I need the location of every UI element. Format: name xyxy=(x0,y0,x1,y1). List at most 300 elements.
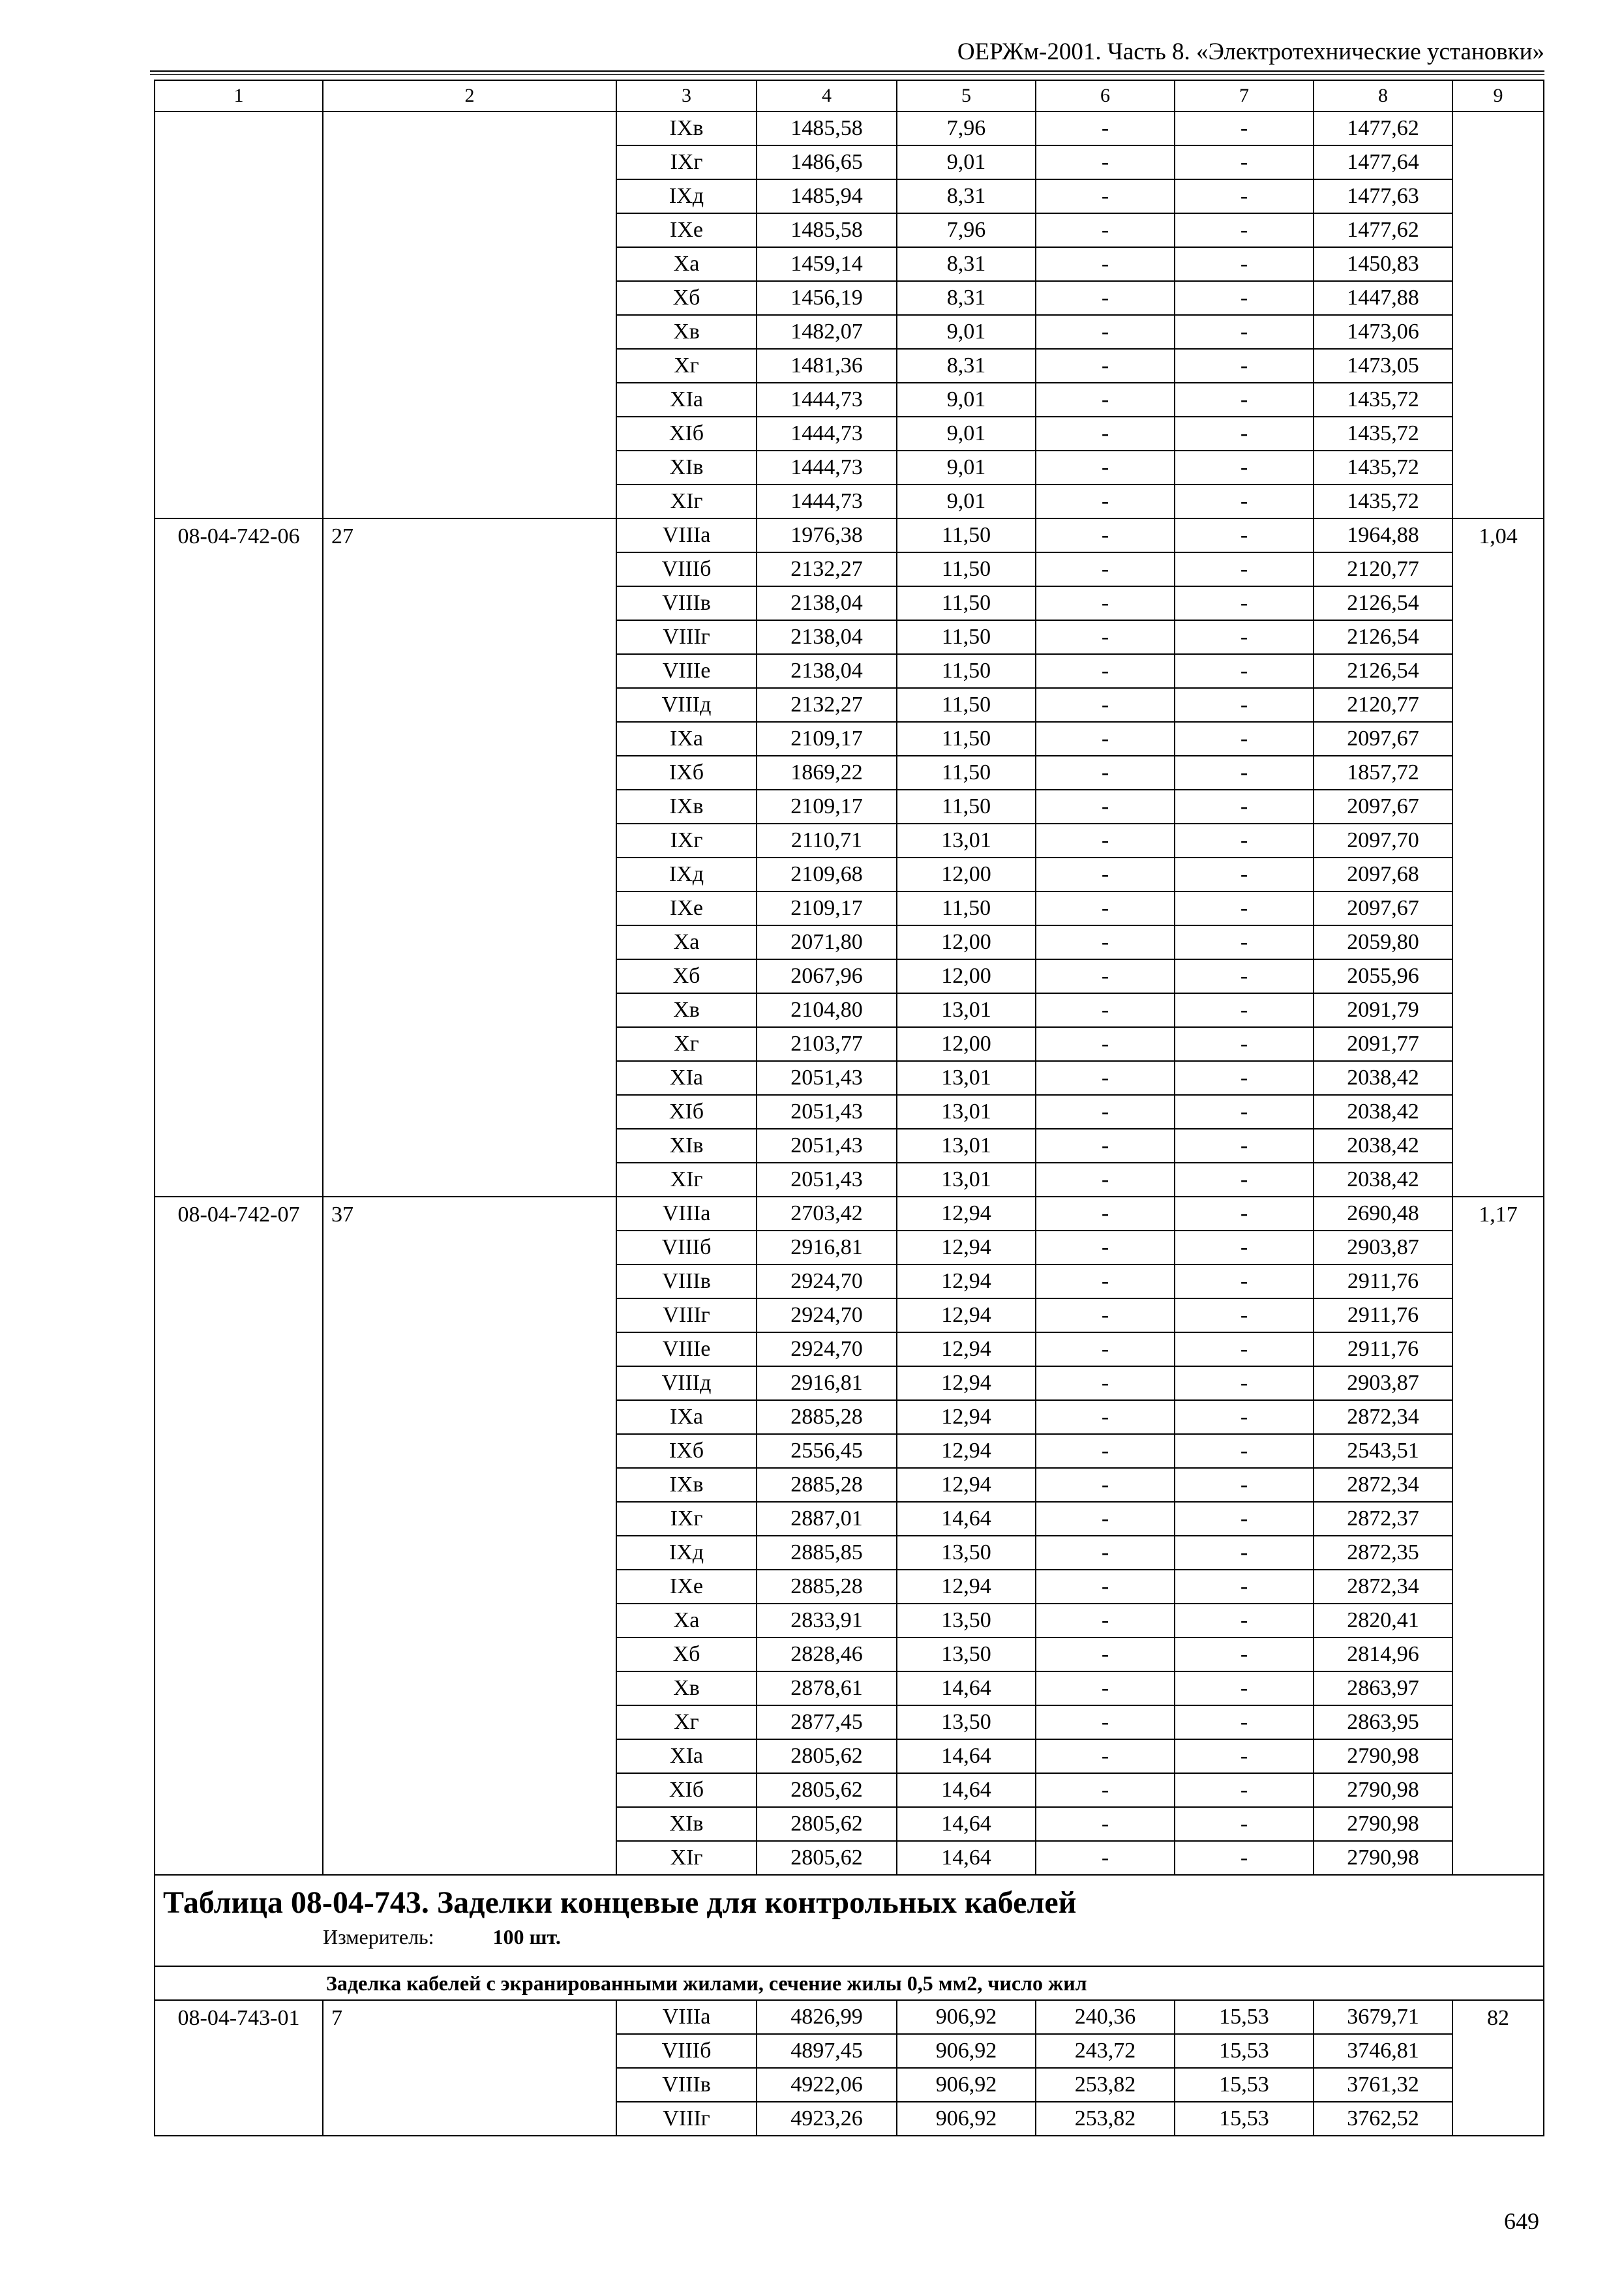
rate-code xyxy=(155,112,323,518)
labor-cost: 12,00 xyxy=(897,959,1036,993)
region: VIIIе xyxy=(616,654,757,688)
total-cost: 2924,70 xyxy=(757,1298,897,1332)
machinist-wage: - xyxy=(1175,383,1314,417)
machinist-wage: - xyxy=(1175,1739,1314,1773)
labor-index: 82 xyxy=(1452,2000,1544,2136)
total-cost: 1444,73 xyxy=(757,451,897,485)
labor-cost: 13,01 xyxy=(897,1061,1036,1095)
region: IXб xyxy=(616,756,757,790)
machinist-wage: - xyxy=(1175,112,1314,145)
table-row xyxy=(155,518,1544,552)
total-cost: 2916,81 xyxy=(757,1366,897,1400)
region: Xг xyxy=(616,1027,757,1061)
labor-cost: 7,96 xyxy=(897,112,1036,145)
material-cost: 1477,63 xyxy=(1314,179,1452,213)
material-cost: 2872,37 xyxy=(1314,1502,1452,1536)
material-cost: 2872,34 xyxy=(1314,1400,1452,1434)
region: VIIIб xyxy=(616,2034,757,2068)
region: IXд xyxy=(616,858,757,891)
total-cost: 2805,62 xyxy=(757,1807,897,1841)
table-title: Таблица 08-04-743. Заделки концевые для контрольных кабелей xyxy=(163,1885,1077,1920)
measure-value: 100 шт. xyxy=(492,1925,561,1949)
labor-cost: 8,31 xyxy=(897,247,1036,281)
measure-line xyxy=(323,1926,1543,1947)
total-cost: 2067,96 xyxy=(757,959,897,993)
machinist-wage: - xyxy=(1175,518,1314,552)
region: VIIIв xyxy=(616,586,757,620)
region: VIIIе xyxy=(616,1332,757,1366)
total-cost: 2051,43 xyxy=(757,1095,897,1129)
column-number: 6 xyxy=(1036,80,1175,112)
labor-cost: 8,31 xyxy=(897,281,1036,315)
material-cost: 1447,88 xyxy=(1314,281,1452,315)
machine-cost: - xyxy=(1036,756,1175,790)
labor-cost: 13,01 xyxy=(897,1095,1036,1129)
column-number: 2 xyxy=(323,80,616,112)
region: XIа xyxy=(616,1739,757,1773)
total-cost: 2833,91 xyxy=(757,1604,897,1638)
total-cost: 1485,58 xyxy=(757,112,897,145)
machine-cost: - xyxy=(1036,179,1175,213)
machine-cost: 253,82 xyxy=(1036,2102,1175,2136)
machinist-wage: - xyxy=(1175,1366,1314,1400)
subheader: Заделка кабелей с экранированными жилами, сечение жилы 0,5 мм2, число жил xyxy=(155,1966,1544,2000)
header-rule-thin xyxy=(150,74,1544,75)
region: XIв xyxy=(616,451,757,485)
machine-cost: - xyxy=(1036,451,1175,485)
labor-cost: 11,50 xyxy=(897,620,1036,654)
material-cost: 2126,54 xyxy=(1314,654,1452,688)
machinist-wage: - xyxy=(1175,552,1314,586)
labor-cost: 12,00 xyxy=(897,925,1036,959)
labor-cost: 13,01 xyxy=(897,1163,1036,1197)
machinist-wage: - xyxy=(1175,485,1314,518)
column-number: 5 xyxy=(897,80,1036,112)
machine-cost: - xyxy=(1036,1807,1175,1841)
region: Xа xyxy=(616,925,757,959)
machinist-wage: - xyxy=(1175,790,1314,824)
material-cost: 2126,54 xyxy=(1314,586,1452,620)
material-cost: 2097,67 xyxy=(1314,790,1452,824)
machinist-wage: - xyxy=(1175,1027,1314,1061)
region: VIIIд xyxy=(616,1366,757,1400)
machine-cost: - xyxy=(1036,1231,1175,1264)
region: Xа xyxy=(616,247,757,281)
labor-cost: 9,01 xyxy=(897,417,1036,451)
region: IXб xyxy=(616,1434,757,1468)
machine-cost: - xyxy=(1036,1570,1175,1604)
machinist-wage: - xyxy=(1175,1197,1314,1231)
subheader-row xyxy=(155,1966,1544,2000)
material-cost: 2120,77 xyxy=(1314,552,1452,586)
labor-cost: 11,50 xyxy=(897,586,1036,620)
column-numbers-row xyxy=(155,80,1544,112)
labor-cost: 12,94 xyxy=(897,1366,1036,1400)
machine-cost: - xyxy=(1036,1332,1175,1366)
total-cost: 1459,14 xyxy=(757,247,897,281)
total-cost: 1456,19 xyxy=(757,281,897,315)
material-cost: 2911,76 xyxy=(1314,1298,1452,1332)
machine-cost: - xyxy=(1036,1095,1175,1129)
material-cost: 2790,98 xyxy=(1314,1841,1452,1875)
machinist-wage: - xyxy=(1175,1638,1314,1671)
material-cost: 2863,95 xyxy=(1314,1705,1452,1739)
machinist-wage: - xyxy=(1175,1332,1314,1366)
region: IXв xyxy=(616,1468,757,1502)
total-cost: 2103,77 xyxy=(757,1027,897,1061)
total-cost: 2878,61 xyxy=(757,1671,897,1705)
header-rule xyxy=(150,70,1544,72)
machine-cost: - xyxy=(1036,1536,1175,1570)
region: XIб xyxy=(616,1095,757,1129)
total-cost: 2051,43 xyxy=(757,1061,897,1095)
machinist-wage: - xyxy=(1175,247,1314,281)
region: IXе xyxy=(616,891,757,925)
material-cost: 2091,79 xyxy=(1314,993,1452,1027)
material-cost: 2790,98 xyxy=(1314,1773,1452,1807)
machinist-wage: 15,53 xyxy=(1175,2102,1314,2136)
machinist-wage: - xyxy=(1175,586,1314,620)
machinist-wage: - xyxy=(1175,1298,1314,1332)
machine-cost: - xyxy=(1036,959,1175,993)
labor-index: 1,17 xyxy=(1452,1197,1544,1875)
material-cost: 2903,87 xyxy=(1314,1231,1452,1264)
material-cost: 1435,72 xyxy=(1314,451,1452,485)
machinist-wage: - xyxy=(1175,1705,1314,1739)
machinist-wage: 15,53 xyxy=(1175,2034,1314,2068)
machinist-wage: - xyxy=(1175,1841,1314,1875)
labor-cost: 12,94 xyxy=(897,1434,1036,1468)
measure-label: Измеритель: xyxy=(323,1925,434,1949)
total-cost: 2109,17 xyxy=(757,790,897,824)
machine-cost: - xyxy=(1036,993,1175,1027)
labor-cost: 12,94 xyxy=(897,1264,1036,1298)
labor-cost: 13,01 xyxy=(897,993,1036,1027)
total-cost: 1869,22 xyxy=(757,756,897,790)
material-cost: 3761,32 xyxy=(1314,2068,1452,2102)
machine-cost: - xyxy=(1036,518,1175,552)
total-cost: 2924,70 xyxy=(757,1332,897,1366)
material-cost: 1477,62 xyxy=(1314,213,1452,247)
total-cost: 1485,94 xyxy=(757,179,897,213)
region: IXг xyxy=(616,824,757,858)
machine-cost: - xyxy=(1036,1434,1175,1468)
material-cost: 2038,42 xyxy=(1314,1129,1452,1163)
machine-cost: - xyxy=(1036,552,1175,586)
machinist-wage: - xyxy=(1175,824,1314,858)
region: XIа xyxy=(616,383,757,417)
region: IXд xyxy=(616,1536,757,1570)
labor-cost: 13,50 xyxy=(897,1705,1036,1739)
machinist-wage: - xyxy=(1175,620,1314,654)
column-number: 1 xyxy=(155,80,323,112)
material-cost: 2097,67 xyxy=(1314,722,1452,756)
material-cost: 1435,72 xyxy=(1314,417,1452,451)
total-cost: 2805,62 xyxy=(757,1773,897,1807)
table-body xyxy=(155,80,1544,2136)
region: Xб xyxy=(616,959,757,993)
region: Xв xyxy=(616,1671,757,1705)
labor-cost: 14,64 xyxy=(897,1807,1036,1841)
total-cost: 2703,42 xyxy=(757,1197,897,1231)
region: IXг xyxy=(616,145,757,179)
labor-cost: 11,50 xyxy=(897,654,1036,688)
labor-cost: 14,64 xyxy=(897,1671,1036,1705)
total-cost: 2877,45 xyxy=(757,1705,897,1739)
total-cost: 2132,27 xyxy=(757,688,897,722)
machinist-wage: - xyxy=(1175,1434,1314,1468)
material-cost: 2038,42 xyxy=(1314,1163,1452,1197)
total-cost: 1482,07 xyxy=(757,315,897,349)
labor-cost: 13,50 xyxy=(897,1604,1036,1638)
column-number: 8 xyxy=(1314,80,1452,112)
total-cost: 1444,73 xyxy=(757,417,897,451)
material-cost: 2911,76 xyxy=(1314,1264,1452,1298)
machine-cost: - xyxy=(1036,1061,1175,1095)
total-cost: 2104,80 xyxy=(757,993,897,1027)
material-cost: 1435,72 xyxy=(1314,485,1452,518)
machinist-wage: - xyxy=(1175,349,1314,383)
region: XIб xyxy=(616,1773,757,1807)
parameter: 37 xyxy=(323,1197,616,1875)
material-cost: 2690,48 xyxy=(1314,1197,1452,1231)
region: IXд xyxy=(616,179,757,213)
total-cost: 1486,65 xyxy=(757,145,897,179)
total-cost: 2885,28 xyxy=(757,1570,897,1604)
machine-cost: - xyxy=(1036,790,1175,824)
machinist-wage: - xyxy=(1175,1163,1314,1197)
machine-cost: - xyxy=(1036,1027,1175,1061)
labor-cost: 12,94 xyxy=(897,1468,1036,1502)
region: Xг xyxy=(616,349,757,383)
machinist-wage: - xyxy=(1175,1502,1314,1536)
machine-cost: - xyxy=(1036,824,1175,858)
machinist-wage: - xyxy=(1175,756,1314,790)
region: IXв xyxy=(616,790,757,824)
material-cost: 2872,34 xyxy=(1314,1468,1452,1502)
total-cost: 2885,28 xyxy=(757,1400,897,1434)
machine-cost: - xyxy=(1036,925,1175,959)
region: IXа xyxy=(616,722,757,756)
material-cost: 2872,34 xyxy=(1314,1570,1452,1604)
labor-cost: 906,92 xyxy=(897,2068,1036,2102)
machinist-wage: - xyxy=(1175,179,1314,213)
rates-table xyxy=(154,80,1544,2136)
machine-cost: - xyxy=(1036,688,1175,722)
machine-cost: - xyxy=(1036,485,1175,518)
machine-cost: - xyxy=(1036,1163,1175,1197)
region: VIIIд xyxy=(616,688,757,722)
region: VIIIб xyxy=(616,1231,757,1264)
total-cost: 2109,68 xyxy=(757,858,897,891)
machine-cost: - xyxy=(1036,417,1175,451)
total-cost: 2138,04 xyxy=(757,620,897,654)
labor-cost: 11,50 xyxy=(897,756,1036,790)
machinist-wage: - xyxy=(1175,1231,1314,1264)
labor-cost: 9,01 xyxy=(897,485,1036,518)
region: XIв xyxy=(616,1807,757,1841)
region: IXе xyxy=(616,213,757,247)
total-cost: 1444,73 xyxy=(757,383,897,417)
total-cost: 2887,01 xyxy=(757,1502,897,1536)
total-cost: 2051,43 xyxy=(757,1129,897,1163)
total-cost: 2051,43 xyxy=(757,1163,897,1197)
total-cost: 1444,73 xyxy=(757,485,897,518)
total-cost: 2805,62 xyxy=(757,1841,897,1875)
machinist-wage: - xyxy=(1175,1095,1314,1129)
labor-cost: 12,94 xyxy=(897,1570,1036,1604)
machinist-wage: - xyxy=(1175,213,1314,247)
machinist-wage: - xyxy=(1175,688,1314,722)
table-row xyxy=(155,1197,1544,1231)
machine-cost: - xyxy=(1036,383,1175,417)
material-cost: 2790,98 xyxy=(1314,1807,1452,1841)
machinist-wage: - xyxy=(1175,959,1314,993)
region: Xб xyxy=(616,1638,757,1671)
region: VIIIб xyxy=(616,552,757,586)
material-cost: 1964,88 xyxy=(1314,518,1452,552)
labor-cost: 11,50 xyxy=(897,688,1036,722)
labor-cost: 13,50 xyxy=(897,1536,1036,1570)
machine-cost: - xyxy=(1036,247,1175,281)
region: VIIIг xyxy=(616,2102,757,2136)
machine-cost: - xyxy=(1036,145,1175,179)
rate-code: 08-04-742-07 xyxy=(155,1197,323,1875)
machine-cost: - xyxy=(1036,586,1175,620)
machine-cost: 240,36 xyxy=(1036,2000,1175,2034)
labor-cost: 14,64 xyxy=(897,1502,1036,1536)
labor-cost: 8,31 xyxy=(897,179,1036,213)
material-cost: 2863,97 xyxy=(1314,1671,1452,1705)
table-title-row xyxy=(155,1875,1544,1966)
region: IXа xyxy=(616,1400,757,1434)
machine-cost: - xyxy=(1036,349,1175,383)
material-cost: 2126,54 xyxy=(1314,620,1452,654)
table-row xyxy=(155,2000,1544,2034)
machine-cost: - xyxy=(1036,654,1175,688)
material-cost: 1857,72 xyxy=(1314,756,1452,790)
region: Xг xyxy=(616,1705,757,1739)
machine-cost: - xyxy=(1036,1298,1175,1332)
total-cost: 2828,46 xyxy=(757,1638,897,1671)
region: IXе xyxy=(616,1570,757,1604)
region: VIIIа xyxy=(616,2000,757,2034)
machinist-wage: - xyxy=(1175,1129,1314,1163)
material-cost: 2055,96 xyxy=(1314,959,1452,993)
material-cost: 3746,81 xyxy=(1314,2034,1452,2068)
material-cost: 2059,80 xyxy=(1314,925,1452,959)
machinist-wage: 15,53 xyxy=(1175,2000,1314,2034)
material-cost: 2903,87 xyxy=(1314,1366,1452,1400)
region: VIIIг xyxy=(616,1298,757,1332)
machinist-wage: - xyxy=(1175,417,1314,451)
machinist-wage: - xyxy=(1175,1671,1314,1705)
machine-cost: - xyxy=(1036,1468,1175,1502)
machine-cost: - xyxy=(1036,1264,1175,1298)
material-cost: 2091,77 xyxy=(1314,1027,1452,1061)
material-cost: 2097,68 xyxy=(1314,858,1452,891)
table-row xyxy=(155,112,1544,145)
machinist-wage: - xyxy=(1175,654,1314,688)
machinist-wage: - xyxy=(1175,145,1314,179)
material-cost: 2911,76 xyxy=(1314,1332,1452,1366)
material-cost: 2543,51 xyxy=(1314,1434,1452,1468)
labor-cost: 12,94 xyxy=(897,1332,1036,1366)
region: XIг xyxy=(616,485,757,518)
running-header: ОЕРЖм-2001. Часть 8. «Электротехнические установки» xyxy=(957,38,1544,65)
total-cost: 4897,45 xyxy=(757,2034,897,2068)
machinist-wage: - xyxy=(1175,315,1314,349)
labor-cost: 12,94 xyxy=(897,1231,1036,1264)
region: XIа xyxy=(616,1061,757,1095)
total-cost: 1485,58 xyxy=(757,213,897,247)
labor-cost: 12,94 xyxy=(897,1400,1036,1434)
labor-cost: 13,01 xyxy=(897,1129,1036,1163)
machinist-wage: - xyxy=(1175,1468,1314,1502)
total-cost: 2556,45 xyxy=(757,1434,897,1468)
region: XIв xyxy=(616,1129,757,1163)
labor-cost: 11,50 xyxy=(897,722,1036,756)
region: Xа xyxy=(616,1604,757,1638)
machine-cost: - xyxy=(1036,1773,1175,1807)
table-title-cell xyxy=(155,1875,1544,1966)
machine-cost: 253,82 xyxy=(1036,2068,1175,2102)
machinist-wage: - xyxy=(1175,1400,1314,1434)
rate-code: 08-04-742-06 xyxy=(155,518,323,1197)
machine-cost: - xyxy=(1036,1400,1175,1434)
material-cost: 1477,64 xyxy=(1314,145,1452,179)
parameter: 27 xyxy=(323,518,616,1197)
material-cost: 2120,77 xyxy=(1314,688,1452,722)
machinist-wage: - xyxy=(1175,451,1314,485)
total-cost: 2885,28 xyxy=(757,1468,897,1502)
labor-cost: 12,00 xyxy=(897,1027,1036,1061)
material-cost: 2820,41 xyxy=(1314,1604,1452,1638)
labor-cost: 11,50 xyxy=(897,552,1036,586)
region: Xв xyxy=(616,315,757,349)
material-cost: 1477,62 xyxy=(1314,112,1452,145)
material-cost: 1473,05 xyxy=(1314,349,1452,383)
labor-cost: 14,64 xyxy=(897,1841,1036,1875)
labor-cost: 12,00 xyxy=(897,858,1036,891)
machinist-wage: - xyxy=(1175,1570,1314,1604)
region: VIIIв xyxy=(616,2068,757,2102)
total-cost: 2885,85 xyxy=(757,1536,897,1570)
region: VIIIг xyxy=(616,620,757,654)
machinist-wage: - xyxy=(1175,1604,1314,1638)
machinist-wage: - xyxy=(1175,1264,1314,1298)
parameter xyxy=(323,112,616,518)
total-cost: 2805,62 xyxy=(757,1739,897,1773)
region: Xв xyxy=(616,993,757,1027)
labor-index: 1,04 xyxy=(1452,518,1544,1197)
machinist-wage: - xyxy=(1175,925,1314,959)
machine-cost: - xyxy=(1036,1705,1175,1739)
total-cost: 2138,04 xyxy=(757,654,897,688)
machinist-wage: - xyxy=(1175,858,1314,891)
material-cost: 2872,35 xyxy=(1314,1536,1452,1570)
total-cost: 4922,06 xyxy=(757,2068,897,2102)
labor-cost: 13,50 xyxy=(897,1638,1036,1671)
labor-cost: 9,01 xyxy=(897,315,1036,349)
column-number: 3 xyxy=(616,80,757,112)
machine-cost: - xyxy=(1036,1197,1175,1231)
labor-cost: 9,01 xyxy=(897,451,1036,485)
region: VIIIа xyxy=(616,1197,757,1231)
material-cost: 2038,42 xyxy=(1314,1095,1452,1129)
total-cost: 2138,04 xyxy=(757,586,897,620)
labor-cost: 12,94 xyxy=(897,1197,1036,1231)
